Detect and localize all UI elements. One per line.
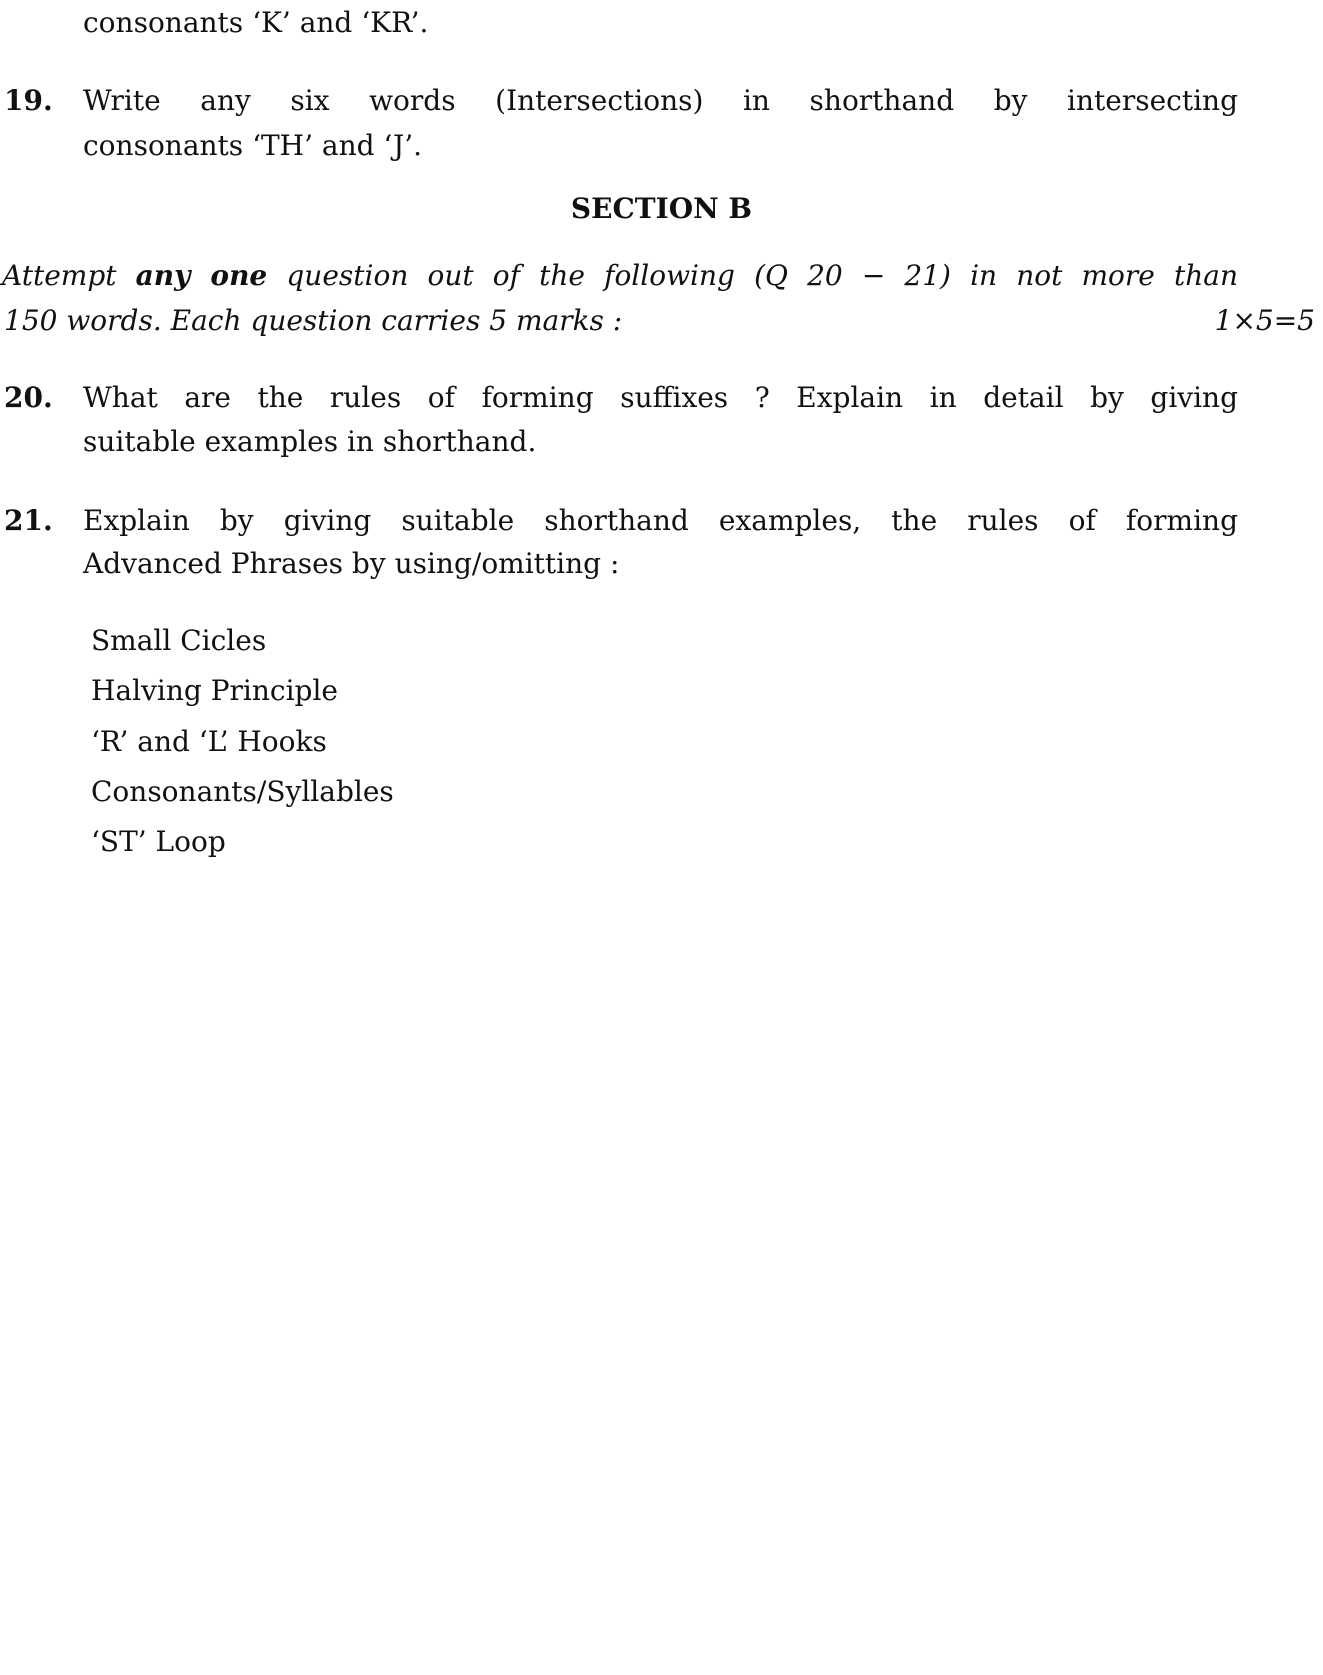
marks-allocation: 1×5=5	[1214, 304, 1315, 337]
list-item: ‘ST’ Loop	[91, 825, 226, 858]
question-number-19: 19.	[4, 84, 53, 117]
q19-line2: consonants ‘TH’ and ‘J’.	[83, 129, 422, 162]
section-heading: SECTION B	[570, 192, 753, 225]
question-number-20: 20.	[4, 381, 53, 414]
q20-line2: suitable examples in shorthand.	[83, 425, 537, 458]
list-item: Halving Principle	[91, 674, 338, 707]
list-item: Consonants/Syllables	[91, 775, 394, 808]
list-item: Small Cicles	[91, 624, 267, 657]
q21-line2: Advanced Phrases by using/omitting :	[83, 547, 620, 580]
q18-tail: consonants ‘K’ and ‘KR’.	[83, 6, 429, 39]
q19-line1: Write any six words (Intersections) in shorthand by intersecting	[83, 84, 1238, 117]
q21-line1: Explain by giving suitable shorthand examples, the rules of forming	[83, 504, 1238, 537]
section-instructions-line2: 150 words. Each question carries 5 marks :	[4, 304, 623, 337]
section-instructions-line1: Attempt any one question out of the following (Q 20 − 21) in not more than	[2, 259, 1238, 292]
list-item: ‘R’ and ‘L’ Hooks	[91, 725, 327, 758]
q20-line1: What are the rules of forming suffixes ? Explain in detail by giving	[83, 381, 1238, 414]
question-number-21: 21.	[4, 504, 53, 537]
